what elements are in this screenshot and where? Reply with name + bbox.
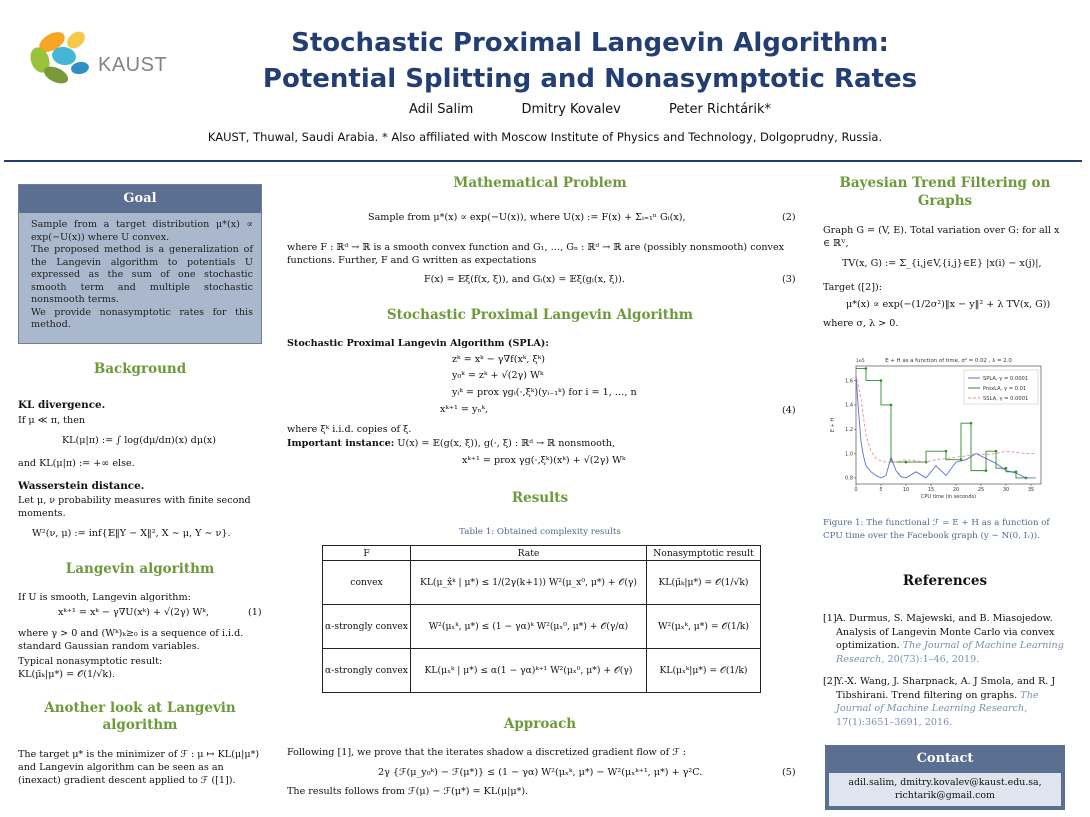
contact-emails-l2[interactable]: richtarik@gmail.com bbox=[895, 790, 995, 801]
reference-1-journal: The Journal of Machine Learning Research, bbox=[836, 640, 1064, 665]
equation-2: Sample from μ*(x) ∝ exp(−U(x)), where U(x) := F(x) + Σᵢ₌₁ⁿ Gᵢ(x), bbox=[368, 212, 686, 223]
chart-y-tick-label: 1.4 bbox=[845, 402, 853, 409]
chart-x-tick-label: 35 bbox=[1027, 487, 1035, 493]
trend-filtering-chart bbox=[826, 352, 1046, 502]
table-cell: KL(μ_x̂ᵏ | μ*) ≤ 1/(2γ(k+1)) W²(μ_x⁰, μ*) + 𝒪(γ) bbox=[411, 561, 647, 605]
table-cell: KL(μ̄ₖ|μ*) = 𝒪(1/√k) bbox=[647, 561, 761, 605]
approach-follows: The results follows from ℱ(μ) − ℱ(μ*) = KL(μ|μ*). bbox=[287, 786, 529, 797]
table-caption: Table 1: Obtained complexity results bbox=[459, 527, 621, 537]
header-divider bbox=[4, 160, 1082, 162]
table-cell: KL(μₓᵏ|μ*) = 𝒪(1/k) bbox=[647, 649, 761, 693]
spla-where: where ξᵏ i.i.d. copies of ξ. bbox=[287, 424, 412, 435]
chart-x-label: CPU time (in seconds) bbox=[920, 494, 977, 500]
important-text: U(x) = 𝔼(g(x, ξ)), g(·, ξ) : ℝᵈ → ℝ nonsmooth, bbox=[397, 438, 615, 449]
chart-point bbox=[1005, 467, 1008, 470]
chart-point bbox=[890, 404, 893, 407]
goal-p3: We provide nonasymptotic rates for this method. bbox=[31, 306, 253, 330]
bayes-title-l2: Graphs bbox=[917, 193, 973, 209]
chart-point bbox=[1025, 477, 1028, 480]
spla-line-1: zᵏ = xᵏ − γ∇f(xᵏ, ξᵏ) bbox=[452, 354, 546, 365]
table-header-row bbox=[323, 546, 761, 561]
langevin-equation: xᵏ⁺¹ = xᵏ − γ∇U(xᵏ) + √(2γ) Wᵏ, bbox=[58, 607, 209, 618]
table-header-f: F bbox=[323, 546, 411, 561]
kl-equation: KL(μ|π) := ∫ log(dμ/dπ)(x) dμ(x) bbox=[62, 435, 216, 446]
chart-x-tick-label: 10 bbox=[902, 487, 910, 493]
title-line-1: Stochastic Proximal Langevin Algorithm: bbox=[291, 28, 889, 58]
goal-body bbox=[31, 219, 253, 332]
chart-point bbox=[945, 450, 948, 453]
goal-p2: The proposed method is a generalization of the Langevin algorithm to potentials U expressed as the sum of one stochastic smooth term and multiple stochastic nonsmooth terms. bbox=[31, 244, 253, 305]
affiliation: KAUST, Thuwal, Saudi Arabia. * Also affiliated with Moscow Institute of Physics and Technology, Dolgoprudny, Russia. bbox=[207, 130, 883, 144]
author-3: Peter Richtárik* bbox=[669, 102, 772, 117]
wasserstein-equation: W²(ν, μ) := inf{𝔼‖Y − X‖², X ∼ μ, Y ∼ ν}. bbox=[32, 528, 231, 539]
bayes-graph: Graph G = (V, E). Total variation over G: for all x ∈ ℝⱽ, bbox=[823, 225, 1060, 249]
chart-y-tick-label: 1.6 bbox=[845, 378, 853, 385]
reference-2-journal: The Journal of Machine Learning Research, bbox=[836, 689, 1039, 714]
bayes-title-l1: Bayesian Trend Filtering on bbox=[839, 175, 1051, 191]
reference-2-volume: 17(1):3651–3691, 2016. bbox=[836, 716, 953, 728]
chart-x-tick-label: 25 bbox=[977, 487, 985, 493]
spla-line-3: yᵢᵏ = prox γgᵢ(·,ξᵏ)(yᵢ₋₁ᵏ) for i = 1, …, n bbox=[452, 387, 637, 398]
chart-x-tick-label: 20 bbox=[952, 487, 960, 493]
another-title-l2: algorithm bbox=[102, 717, 178, 733]
important-equation: xᵏ⁺¹ = prox γg(·,ξᵏ)(xᵏ) + √(2γ) Wᵏ bbox=[462, 455, 626, 466]
langevin-result: KL(μ̄ₖ|μ*) = 𝒪(1/√k). bbox=[18, 669, 116, 680]
chart-legend-label: SSLA, γ = 0.0001 bbox=[983, 395, 1029, 402]
tv-equation: TV(x, G) := Σ_{i,j∈V,{i,j}∈E} |x(i) − x(j)|, bbox=[842, 258, 1042, 269]
chart-title: E + H as a function of time, σ² = 0.02 , λ = 2.0 bbox=[885, 358, 1012, 364]
logo-text: KAUST bbox=[98, 54, 168, 76]
equation-5: 2γ {ℱ(μ_y₀ᵏ) − ℱ(μ*)} ≤ (1 − γα) W²(μₓᵏ, μ*) − W²(μₓᵏ⁺¹, μ*) + γ²C. bbox=[378, 767, 703, 778]
table-cell: W²(μₓᵏ, μ*) = 𝒪(1/k) bbox=[647, 605, 761, 649]
equation-3: F(x) = 𝔼ξ(f(x, ξ)), and Gᵢ(x) = 𝔼ξ(gᵢ(x, ξ)). bbox=[424, 274, 625, 285]
chart-legend-label: SPLA, γ = 0.0001 bbox=[983, 375, 1029, 382]
another-title-l1: Another look at Langevin bbox=[44, 700, 236, 716]
author-1: Adil Salim bbox=[408, 102, 474, 117]
langevin-intro: If U is smooth, Langevin algorithm: bbox=[18, 592, 191, 603]
table-row bbox=[323, 649, 761, 693]
bayes-where: where σ, λ > 0. bbox=[823, 318, 899, 329]
spla-title: Stochastic Proximal Langevin Algorithm bbox=[386, 307, 694, 323]
authors bbox=[170, 102, 1010, 117]
eq-number-2: (2) bbox=[782, 212, 796, 223]
langevin-title: Langevin algorithm bbox=[65, 561, 215, 577]
table-row bbox=[323, 605, 761, 649]
reference-1-authors: A. Durmus, S. Majewski, and B. Miasojedow. Analysis of Langevin Monte Carlo via convex optimization. bbox=[836, 613, 1055, 651]
chart-x-tick-label: 15 bbox=[927, 487, 935, 493]
chart-point bbox=[1015, 471, 1018, 474]
contact-body bbox=[829, 773, 1061, 806]
spla-heading: Stochastic Proximal Langevin Algorithm (SPLA): bbox=[287, 338, 549, 349]
background-title: Background bbox=[93, 361, 187, 377]
chart-scale-label: 1e5 bbox=[856, 359, 865, 364]
langevin-typical: Typical nonasymptotic result: bbox=[18, 656, 163, 667]
table-row bbox=[323, 561, 761, 605]
wasserstein-heading: Wasserstein distance. bbox=[18, 480, 145, 492]
reference-1 bbox=[836, 612, 1068, 666]
chart-point bbox=[905, 461, 908, 464]
table-header-rate: Rate bbox=[411, 546, 647, 561]
goal-box bbox=[18, 184, 262, 344]
figure-caption: Figure 1: The functional ℱ = E + H as a function of CPU time over the Facebook graph (y ∼ N(0, Iᵥ)). bbox=[823, 518, 1050, 541]
chart-legend-label: ProxLA, γ = 0.01 bbox=[983, 385, 1027, 392]
chart-y-tick-label: 1.2 bbox=[845, 427, 853, 434]
eq-number-4: (4) bbox=[782, 405, 796, 416]
references-title: References bbox=[902, 573, 988, 589]
chart-point bbox=[865, 367, 868, 370]
math-problem-text: where F : ℝᵈ → ℝ is a smooth convex function and G₁, …, Gₙ : ℝᵈ → ℝ are (possibly nonsmooth) convex functions. Further, F and G written as expectations bbox=[287, 242, 785, 266]
approach-intro: Following [1], we prove that the iterates shadow a discretized gradient flow of ℱ : bbox=[287, 747, 687, 758]
goal-p1: Sample from a target distribution μ*(x) ∝ exp(−U(x)) where U convex. bbox=[31, 219, 253, 243]
langevin-text: where γ > 0 and (Wᵏ)ₖ≥₀ is a sequence of i.i.d. standard Gaussian random variables. bbox=[18, 628, 244, 652]
chart-point bbox=[995, 450, 998, 453]
title-line-2: Potential Splitting and Nonasymptotic Rates bbox=[262, 64, 918, 94]
table-cell: W²(μₓᵏ, μ*) ≤ (1 − γα)ᵏ W²(μₓ⁰, μ*) + 𝒪(γ/α) bbox=[411, 605, 647, 649]
reference-1-number: [1] bbox=[823, 613, 837, 624]
eq-number-3: (3) bbox=[782, 274, 796, 285]
chart-point bbox=[880, 379, 883, 382]
bayes-target: Target ([2]): bbox=[823, 282, 882, 293]
chart-point bbox=[970, 422, 973, 425]
important-heading: Important instance: bbox=[287, 438, 395, 449]
chart-x-tick-label: 5 bbox=[879, 487, 883, 493]
chart-y-label: E + H bbox=[830, 417, 836, 433]
reference-2-number: [2] bbox=[823, 676, 837, 687]
contact-title: Contact bbox=[916, 751, 974, 766]
chart-y-tick-label: 0.8 bbox=[845, 475, 853, 482]
another-text: The target μ* is the minimizer of ℱ : μ ↦ KL(μ|μ*) and Langevin algorithm can be seen as an (inexact) gradient descent applied to ℱ ([1]). bbox=[18, 749, 260, 786]
kl-heading: KL divergence. bbox=[18, 399, 106, 411]
eq-number-5: (5) bbox=[782, 767, 796, 778]
author-2: Dmitry Kovalev bbox=[521, 102, 621, 117]
chart-x-tick-label: 30 bbox=[1002, 487, 1010, 493]
important-instance bbox=[287, 437, 615, 450]
table-cell: α-strongly convex bbox=[323, 605, 411, 649]
reference-1-volume: 20(73):1–46, 2019. bbox=[887, 653, 980, 665]
kl-if: If μ ≪ π, then bbox=[18, 415, 86, 426]
spla-line-4: xᵏ⁺¹ = yₙᵏ, bbox=[440, 404, 489, 415]
table-cell: KL(μₓᵏ | μ*) ≤ α(1 − γα)ᵏ⁺¹ W²(μₓ⁰, μ*) + 𝒪(γ) bbox=[411, 649, 647, 693]
chart-point bbox=[985, 469, 988, 472]
spla-line-2: y₀ᵏ = zᵏ + √(2γ) Wᵏ bbox=[452, 370, 544, 381]
results-title: Results bbox=[511, 490, 569, 506]
reference-2-authors: Y.-X. Wang, J. Sharpnack, A. J Smola, and R. J Tibshirani. Trend filtering on graphs. bbox=[836, 676, 1056, 701]
table-header-result: Nonasymptotic result bbox=[647, 546, 761, 561]
table-cell: convex bbox=[323, 561, 411, 605]
contact-box bbox=[825, 745, 1065, 810]
chart-x-tick-label: 0 bbox=[854, 487, 858, 493]
contact-emails-l1[interactable]: adil.salim, dmitry.kovalev@kaust.edu.sa, bbox=[848, 777, 1042, 788]
chart-y-tick-label: 1.0 bbox=[845, 451, 853, 458]
chart-point bbox=[960, 458, 963, 461]
eq-number-1: (1) bbox=[248, 607, 262, 618]
wasserstein-text: Let μ, ν probability measures with finite second moments. bbox=[18, 495, 251, 519]
approach-title: Approach bbox=[503, 716, 577, 732]
reference-2 bbox=[836, 675, 1068, 729]
goal-title: Goal bbox=[19, 185, 261, 213]
math-problem-title: Mathematical Problem bbox=[453, 175, 627, 191]
kl-else: and KL(μ|π) := +∞ else. bbox=[18, 458, 135, 469]
target-equation: μ*(x) ∝ exp(−(1/2σ²)‖x − y‖² + λ TV(x, G)) bbox=[846, 299, 1051, 310]
results-table bbox=[322, 545, 761, 693]
table-cell: α-strongly convex bbox=[323, 649, 411, 693]
